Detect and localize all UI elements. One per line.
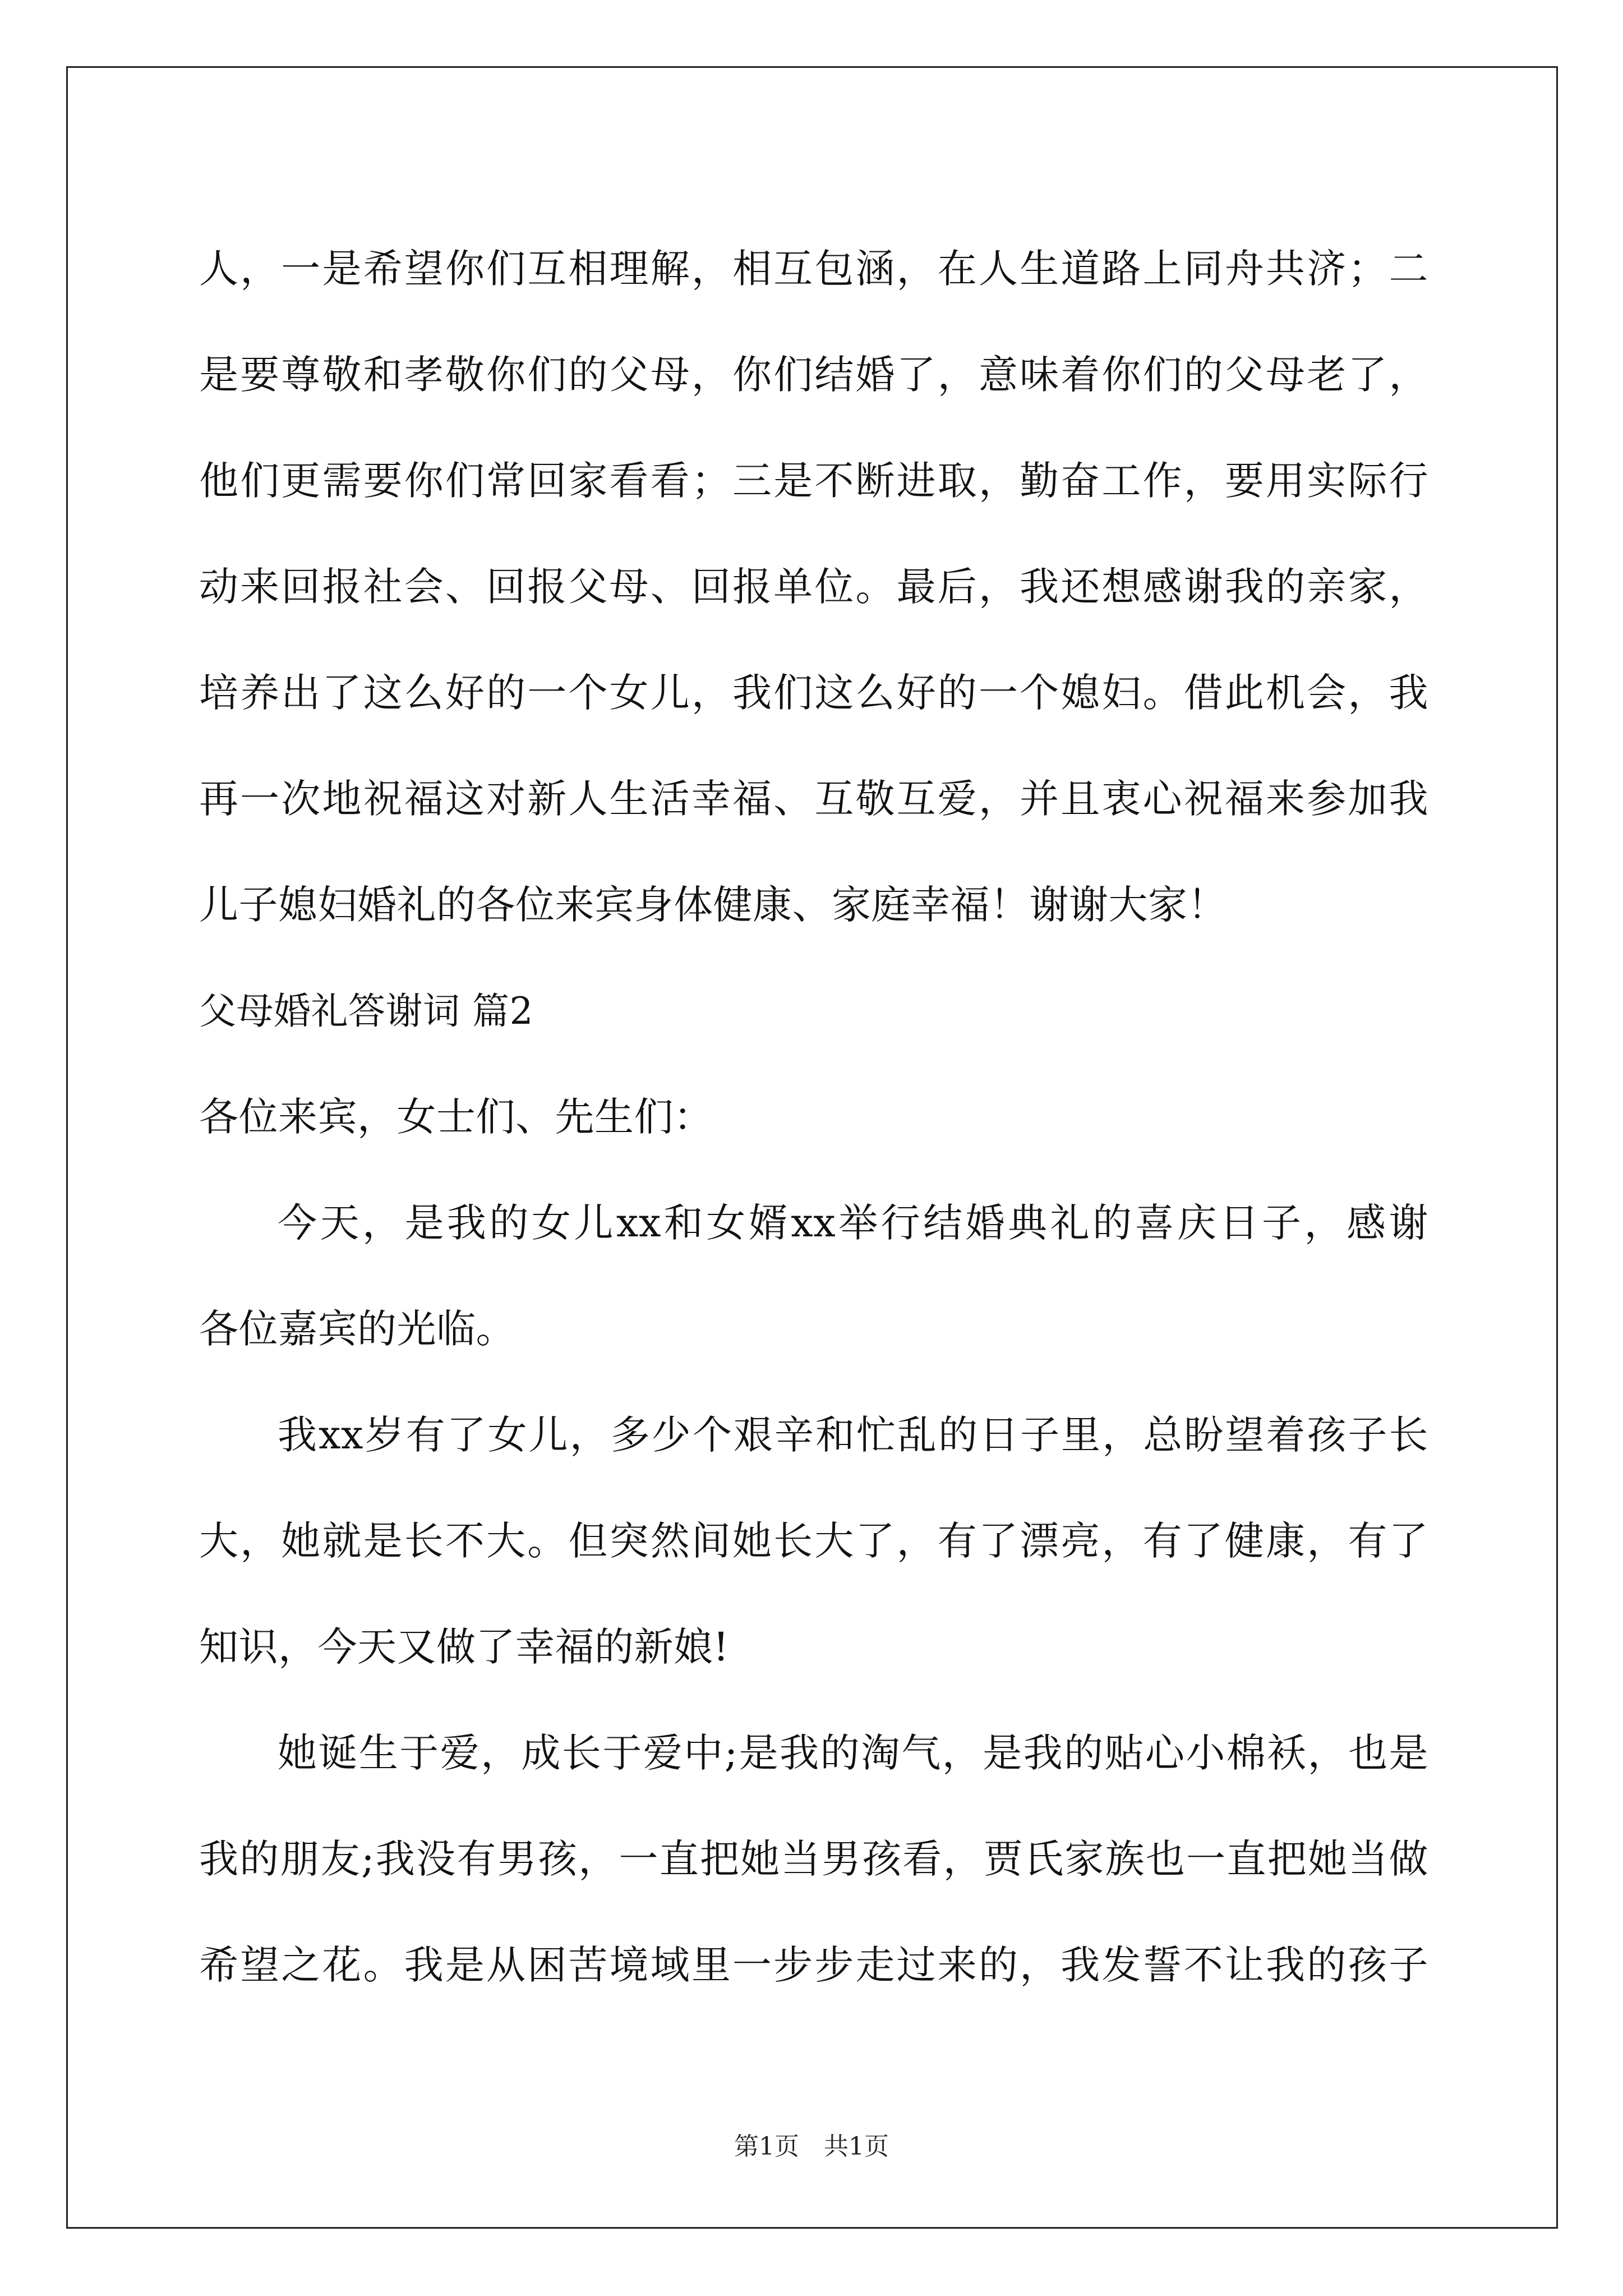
- paragraph-line: 动来回报社会、回报父母、回报单位。最后，我还想感谢我的亲家，: [199, 564, 1428, 610]
- paragraph-line: 儿子媳妇婚礼的各位来宾身体健康、家庭幸福！谢谢大家！: [199, 882, 1227, 928]
- paragraph-line: 大，她就是长不大。但突然间她长大了，有了漂亮，有了健康，有了: [199, 1518, 1428, 1564]
- paragraph-line: 我的朋友;我没有男孩，一直把她当男孩看，贾氏家族也一直把她当做: [199, 1836, 1428, 1882]
- paragraph-line: 今天，是我的女儿xx和女婿xx举行结婚典礼的喜庆日子，感谢: [278, 1200, 1428, 1246]
- paragraph-line: 人，一是希望你们互相理解，相互包涵，在人生道路上同舟共济；二: [199, 246, 1428, 292]
- paragraph-line: 再一次地祝福这对新人生活幸福、互敬互爱，并且衷心祝福来参加我: [199, 776, 1428, 822]
- paragraph-line: 知识，今天又做了幸福的新娘!: [199, 1624, 730, 1670]
- document-body: [199, 216, 1428, 2018]
- paragraph-line: 我xx岁有了女儿，多少个艰辛和忙乱的日子里，总盼望着孩子长: [278, 1412, 1428, 1458]
- paragraph-line: 她诞生于爱，成长于爱中;是我的淘气，是我的贴心小棉袄，也是: [278, 1730, 1428, 1776]
- paragraph-line: 各位嘉宾的光临。: [199, 1306, 515, 1352]
- page-number-footer: 第1页 共1页: [734, 2132, 889, 2161]
- salutation-line: 各位来宾，女士们、先生们：: [199, 1094, 713, 1140]
- section-heading: 父母婚礼答谢词 篇2: [199, 990, 533, 1033]
- paragraph-line: 他们更需要你们常回家看看；三是不断进取，勤奋工作，要用实际行: [199, 458, 1428, 504]
- paragraph-line: 培养出了这么好的一个女儿，我们这么好的一个媳妇。借此机会，我: [199, 670, 1428, 716]
- paragraph-line: 是要尊敬和孝敬你们的父母，你们结婚了，意味着你们的父母老了，: [199, 352, 1428, 398]
- paragraph-line: 希望之花。我是从困苦境域里一步步走过来的，我发誓不让我的孩子: [199, 1942, 1428, 1988]
